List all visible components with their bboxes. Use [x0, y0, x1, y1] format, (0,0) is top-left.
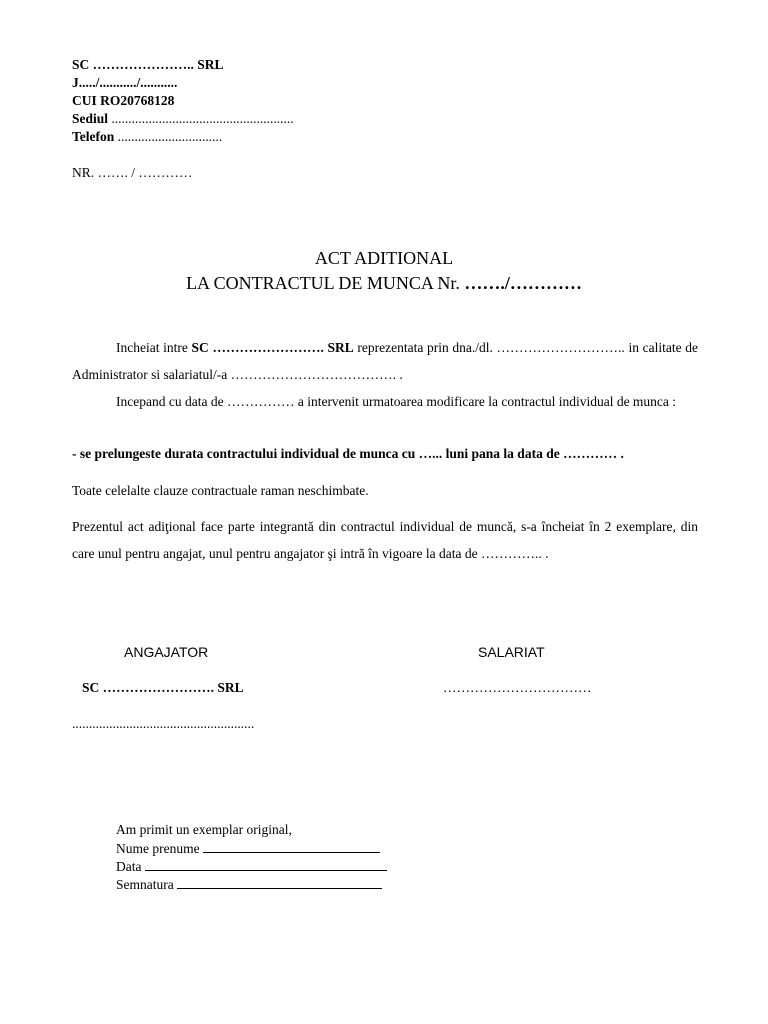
date-label: Data	[116, 859, 142, 874]
sediu-label: Sediul	[72, 111, 109, 126]
parties-role: in calitate de Administrator si salariatul/-a ………………………………. .	[72, 340, 698, 382]
signature-label: Semnatura	[116, 877, 174, 892]
validity-paragraph: Prezentul act adiţional face parte integrantă din contractul individual de muncă, s-a încheiat în 2 exemplare, din care unul pentru angajat, unul pentru angajator şi intră în vigoare la data de ………….. .	[72, 519, 698, 561]
company-suffix: SRL	[197, 57, 224, 72]
date-field-line	[145, 857, 387, 871]
receipt-date-row	[116, 857, 387, 876]
employer-signature-dots: ......................................................	[72, 716, 255, 731]
company-prefix: SC	[72, 57, 90, 72]
unchanged-clauses: Toate celelalte clauze contractuale raman neschimbate.	[72, 483, 369, 498]
sediu-dots: ......................................................	[111, 111, 294, 126]
modification-paragraph	[72, 388, 698, 415]
registry-line: J...../.........../...........	[72, 75, 178, 90]
employer-label: ANGAJATOR	[124, 644, 209, 660]
subtitle-dots: ……./…………	[464, 273, 582, 293]
subtitle-text: LA CONTRACTUL DE MUNCA Nr.	[186, 273, 460, 293]
modification-text: a intervenit urmatoarea modificare la contractul individual de munca :	[297, 394, 677, 409]
name-field-line	[203, 839, 380, 853]
employee-label: SALARIAT	[478, 644, 545, 660]
extension-clause: - se prelungeste durata contractului individual de munca cu …... luni pana la data de ………… .	[72, 446, 624, 461]
parties-paragraph	[72, 334, 698, 388]
company-dots: …………………..	[92, 57, 194, 72]
document-subtitle	[0, 272, 768, 294]
telefon-dots: ...............................	[117, 129, 223, 144]
telefon-line	[72, 128, 222, 146]
signature-field-line	[177, 875, 382, 889]
receipt-signature-row	[116, 875, 382, 894]
name-label: Nume prenume	[116, 841, 200, 856]
parties-text: Incheiat intre	[116, 340, 188, 355]
employer-company: SC ……………………. SRL	[82, 680, 244, 695]
company-line	[72, 56, 224, 74]
cui-line: CUI RO20768128	[72, 93, 175, 108]
receipt-intro: Am primit un exemplar original,	[116, 822, 292, 837]
receipt-name-row	[116, 839, 380, 858]
parties-representative: reprezentata prin dna./dl. ………………………..	[357, 340, 625, 355]
number-line: NR. ……. / …………	[72, 165, 193, 180]
body-paragraph-1	[72, 334, 698, 415]
sediu-line	[72, 110, 294, 128]
modification-date: Incepand cu data de ……………	[116, 394, 295, 409]
parties-company: SC ……………………. SRL	[191, 340, 354, 355]
telefon-label: Telefon	[72, 129, 115, 144]
document-title: ACT ADITIONAL	[314, 248, 454, 268]
employee-signature-dots: ……………………………	[443, 680, 592, 695]
